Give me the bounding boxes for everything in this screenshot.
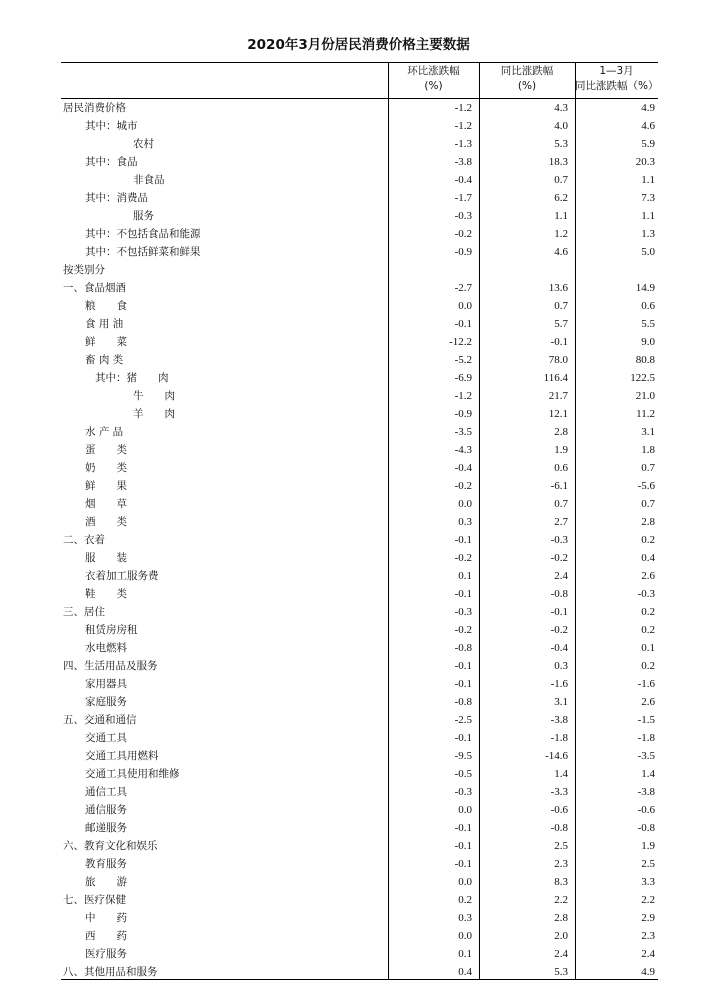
table-row xyxy=(61,783,658,801)
mom-value: -0.2 xyxy=(454,552,472,564)
ytd-value: 1.9 xyxy=(641,840,655,852)
ytd-value: 1.1 xyxy=(641,210,655,222)
row-label: 牛 肉 xyxy=(133,390,175,402)
ytd-value: 0.2 xyxy=(641,660,655,672)
row-label: 交通工具 xyxy=(85,732,127,744)
mom-value: -0.1 xyxy=(454,588,472,600)
table-row xyxy=(61,639,658,657)
table-row xyxy=(61,243,658,261)
header-mom-line1: 环比涨跌幅 xyxy=(407,65,460,77)
yoy-value: -3.3 xyxy=(550,786,568,798)
yoy-value: 116.4 xyxy=(543,372,568,384)
row-label: 蛋 类 xyxy=(85,444,127,456)
row-label: 一、食品烟酒 xyxy=(63,282,126,294)
row-label: 非食品 xyxy=(133,174,165,186)
yoy-value: 4.0 xyxy=(554,120,568,132)
table-row xyxy=(61,657,658,675)
row-label: 租赁房房租 xyxy=(85,624,138,636)
header-yoy-line1: 同比涨跌幅 xyxy=(500,65,554,77)
mom-value: 0.0 xyxy=(458,498,472,510)
mom-value: 0.4 xyxy=(458,966,472,978)
mom-value: -1.2 xyxy=(454,390,472,402)
row-label: 交通工具用燃料 xyxy=(85,750,159,762)
row-label: 按类别分 xyxy=(63,264,105,276)
table-row xyxy=(61,765,658,783)
table-row xyxy=(61,585,658,603)
yoy-value: 1.1 xyxy=(554,210,568,222)
ytd-value: 2.6 xyxy=(641,696,655,708)
yoy-value: 2.4 xyxy=(554,948,568,960)
header-yoy-unit: (%) xyxy=(517,80,537,92)
row-label: 烟 草 xyxy=(85,498,127,510)
mom-value: -4.3 xyxy=(454,444,472,456)
row-label: 通信工具 xyxy=(85,786,127,798)
yoy-value: -3.8 xyxy=(550,714,568,726)
ytd-value: 21.0 xyxy=(635,390,655,402)
table-row xyxy=(61,837,658,855)
mom-value: -0.2 xyxy=(454,228,472,240)
row-label: 羊 肉 xyxy=(133,408,175,420)
table-row xyxy=(61,963,658,981)
ytd-value: 2.8 xyxy=(641,516,655,528)
table-row xyxy=(61,387,658,405)
mom-value: -0.1 xyxy=(454,732,472,744)
table-body xyxy=(61,99,658,981)
mom-value: -0.9 xyxy=(454,246,472,258)
row-label: 其中：城市 xyxy=(85,120,138,132)
yoy-value: 13.6 xyxy=(548,282,568,294)
ytd-value: 7.3 xyxy=(641,192,655,204)
yoy-value: 8.3 xyxy=(554,876,568,888)
table-row xyxy=(61,261,658,279)
yoy-value: 3.1 xyxy=(554,696,568,708)
row-label: 医疗服务 xyxy=(85,948,127,960)
row-label: 五、交通和通信 xyxy=(63,714,137,726)
table-row xyxy=(61,495,658,513)
yoy-value: 1.4 xyxy=(554,768,568,780)
mom-value: -0.9 xyxy=(454,408,472,420)
table-row xyxy=(61,99,658,117)
yoy-value: -0.4 xyxy=(550,642,568,654)
mom-value: 0.2 xyxy=(458,894,472,906)
yoy-value: -0.6 xyxy=(550,804,568,816)
ytd-value: 0.4 xyxy=(641,552,655,564)
ytd-value: 11.2 xyxy=(636,408,655,420)
yoy-value: 2.0 xyxy=(554,930,568,942)
table-row xyxy=(61,459,658,477)
table-row xyxy=(61,225,658,243)
mom-value: -5.2 xyxy=(454,354,472,366)
row-label: 旅 游 xyxy=(85,876,127,888)
ytd-value: 14.9 xyxy=(635,282,655,294)
table-row xyxy=(61,927,658,945)
yoy-value: 2.2 xyxy=(554,894,568,906)
table-row xyxy=(61,549,658,567)
table-row xyxy=(61,567,658,585)
table-row xyxy=(61,693,658,711)
yoy-value: -1.8 xyxy=(550,732,568,744)
table-row xyxy=(61,441,658,459)
ytd-value: -0.6 xyxy=(637,804,655,816)
table-row xyxy=(61,603,658,621)
table-row xyxy=(61,531,658,549)
row-label: 衣着加工服务费 xyxy=(85,570,159,582)
row-label: 交通工具使用和维修 xyxy=(85,768,180,780)
yoy-value: 0.7 xyxy=(554,498,568,510)
ytd-value: 2.5 xyxy=(641,858,655,870)
row-label: 四、生活用品及服务 xyxy=(63,660,158,672)
mom-value: 0.0 xyxy=(458,804,472,816)
mom-value: -0.1 xyxy=(454,534,472,546)
yoy-value: -0.3 xyxy=(550,534,568,546)
table-row xyxy=(61,297,658,315)
row-label: 家用器具 xyxy=(85,678,127,690)
ytd-value: 5.0 xyxy=(641,246,655,258)
ytd-value: 3.1 xyxy=(641,426,655,438)
ytd-value: 2.2 xyxy=(641,894,655,906)
ytd-value: 20.3 xyxy=(635,156,655,168)
yoy-value: 5.7 xyxy=(554,318,568,330)
header-ytd xyxy=(575,64,658,98)
table-row xyxy=(61,729,658,747)
table-top-rule xyxy=(61,62,658,63)
mom-value: -0.1 xyxy=(454,822,472,834)
mom-value: -0.1 xyxy=(454,858,472,870)
row-label: 西 药 xyxy=(85,930,127,942)
mom-value: -0.4 xyxy=(454,462,472,474)
ytd-value: 2.6 xyxy=(641,570,655,582)
yoy-value: 12.1 xyxy=(548,408,568,420)
yoy-value: 21.7 xyxy=(548,390,568,402)
ytd-value: 4.9 xyxy=(641,966,655,978)
mom-value: -0.5 xyxy=(454,768,472,780)
row-label: 服务 xyxy=(133,210,154,222)
ytd-value: 3.3 xyxy=(641,876,655,888)
yoy-value: 18.3 xyxy=(548,156,568,168)
mom-value: -0.3 xyxy=(454,786,472,798)
ytd-value: 4.9 xyxy=(641,102,655,114)
yoy-value: 78.0 xyxy=(548,354,568,366)
row-label: 粮 食 xyxy=(85,300,127,312)
row-label: 六、教育文化和娱乐 xyxy=(63,840,158,852)
table-row xyxy=(61,945,658,963)
row-label: 水电燃料 xyxy=(85,642,127,654)
mom-value: 0.0 xyxy=(458,930,472,942)
row-label: 其中：不包括食品和能源 xyxy=(85,228,201,240)
mom-value: -1.3 xyxy=(454,138,472,150)
mom-value: 0.3 xyxy=(458,516,472,528)
row-label: 三、居住 xyxy=(63,606,105,618)
ytd-value: 0.2 xyxy=(641,606,655,618)
yoy-value: 5.3 xyxy=(554,138,568,150)
mom-value: -0.4 xyxy=(454,174,472,186)
table-row xyxy=(61,909,658,927)
table-row xyxy=(61,117,658,135)
mom-value: -3.5 xyxy=(454,426,472,438)
mom-value: 0.1 xyxy=(458,570,472,582)
table-row xyxy=(61,513,658,531)
yoy-value: 5.3 xyxy=(554,966,568,978)
mom-value: -2.7 xyxy=(454,282,472,294)
header-mom xyxy=(388,64,479,98)
mom-value: -0.1 xyxy=(454,840,472,852)
ytd-value: -1.8 xyxy=(637,732,655,744)
ytd-value: -1.6 xyxy=(637,678,655,690)
table-row xyxy=(61,423,658,441)
table-row xyxy=(61,477,658,495)
row-label: 其中：不包括鲜菜和鲜果 xyxy=(85,246,201,258)
mom-value: -0.1 xyxy=(454,318,472,330)
mom-value: 0.0 xyxy=(458,876,472,888)
table-row xyxy=(61,675,658,693)
yoy-value: 0.3 xyxy=(554,660,568,672)
mom-value: -12.2 xyxy=(449,336,472,348)
row-label: 水 产 品 xyxy=(85,426,124,438)
mom-value: -0.3 xyxy=(454,210,472,222)
row-label: 酒 类 xyxy=(85,516,127,528)
yoy-value: -0.1 xyxy=(550,336,568,348)
table-row xyxy=(61,315,658,333)
ytd-value: 1.3 xyxy=(641,228,655,240)
header-ytd-line1: 1—3月 xyxy=(599,65,634,77)
yoy-value: 2.8 xyxy=(554,912,568,924)
yoy-value: 2.7 xyxy=(554,516,568,528)
header-mom-unit: (%) xyxy=(424,80,443,92)
mom-value: -1.7 xyxy=(454,192,472,204)
mom-value: -0.3 xyxy=(454,606,472,618)
table-row xyxy=(61,207,658,225)
row-label: 鞋 类 xyxy=(85,588,127,600)
table-row xyxy=(61,153,658,171)
ytd-value: 0.2 xyxy=(641,534,655,546)
mom-value: -2.5 xyxy=(454,714,472,726)
table-row xyxy=(61,711,658,729)
row-label: 食 用 油 xyxy=(85,318,124,330)
ytd-value: 1.1 xyxy=(641,174,655,186)
yoy-value: -0.8 xyxy=(550,822,568,834)
ytd-value: 0.7 xyxy=(641,462,655,474)
row-label: 农村 xyxy=(133,138,154,150)
yoy-value: 1.9 xyxy=(554,444,568,456)
header-ytd-line2: 同比涨跌幅（%） xyxy=(575,80,659,92)
ytd-value: 1.8 xyxy=(641,444,655,456)
ytd-value: 5.9 xyxy=(641,138,655,150)
ytd-value: 122.5 xyxy=(630,372,655,384)
mom-value: -0.1 xyxy=(454,678,472,690)
table-row xyxy=(61,333,658,351)
yoy-value: -0.8 xyxy=(550,588,568,600)
yoy-value: 2.8 xyxy=(554,426,568,438)
ytd-value: 0.2 xyxy=(641,624,655,636)
table-row xyxy=(61,279,658,297)
row-label: 鲜 菜 xyxy=(85,336,127,348)
row-label: 中 药 xyxy=(85,912,127,924)
table-row xyxy=(61,351,658,369)
mom-value: 0.1 xyxy=(458,948,472,960)
row-label: 畜 肉 类 xyxy=(85,354,124,366)
ytd-value: 80.8 xyxy=(635,354,655,366)
header-yoy xyxy=(479,64,575,98)
mom-value: -0.1 xyxy=(454,660,472,672)
row-label: 通信服务 xyxy=(85,804,127,816)
yoy-value: -1.6 xyxy=(550,678,568,690)
ytd-value: -1.5 xyxy=(637,714,655,726)
row-label: 七、医疗保健 xyxy=(63,894,126,906)
ytd-value: -3.8 xyxy=(637,786,655,798)
ytd-value: -3.5 xyxy=(637,750,655,762)
row-label: 其中：食品 xyxy=(85,156,138,168)
ytd-value: -0.8 xyxy=(637,822,655,834)
table-row xyxy=(61,891,658,909)
ytd-value: 0.6 xyxy=(641,300,655,312)
yoy-value: 4.3 xyxy=(554,102,568,114)
ytd-value: 5.5 xyxy=(641,318,655,330)
table-row xyxy=(61,801,658,819)
ytd-value: -0.3 xyxy=(637,588,655,600)
mom-value: -1.2 xyxy=(454,102,472,114)
ytd-value: -5.6 xyxy=(637,480,655,492)
row-label: 邮递服务 xyxy=(85,822,127,834)
mom-value: -0.8 xyxy=(454,696,472,708)
yoy-value: 1.2 xyxy=(554,228,568,240)
ytd-value: 9.0 xyxy=(641,336,655,348)
row-label: 八、其他用品和服务 xyxy=(63,966,158,978)
yoy-value: -0.1 xyxy=(550,606,568,618)
ytd-value: 0.1 xyxy=(641,642,655,654)
ytd-value: 1.4 xyxy=(641,768,655,780)
yoy-value: 6.2 xyxy=(554,192,568,204)
mom-value: -6.9 xyxy=(454,372,472,384)
page-title: 2020年3月份居民消费价格主要数据 xyxy=(247,37,470,53)
table-row xyxy=(61,819,658,837)
row-label: 鲜 果 xyxy=(85,480,127,492)
mom-value: -9.5 xyxy=(454,750,472,762)
cpi-table xyxy=(61,62,658,980)
ytd-value: 2.9 xyxy=(641,912,655,924)
row-label: 服 装 xyxy=(85,552,127,564)
row-label: 二、衣着 xyxy=(63,534,105,546)
yoy-value: 4.6 xyxy=(554,246,568,258)
table-row xyxy=(61,747,658,765)
yoy-value: 2.3 xyxy=(554,858,568,870)
row-label: 奶 类 xyxy=(85,462,127,474)
yoy-value: -0.2 xyxy=(550,552,568,564)
yoy-value: -0.2 xyxy=(550,624,568,636)
mom-value: 0.0 xyxy=(458,300,472,312)
row-label: 其中：消费品 xyxy=(85,192,148,204)
table-row xyxy=(61,171,658,189)
mom-value: -0.2 xyxy=(454,480,472,492)
ytd-value: 2.3 xyxy=(641,930,655,942)
mom-value: -0.2 xyxy=(454,624,472,636)
yoy-value: 0.6 xyxy=(554,462,568,474)
row-label: 教育服务 xyxy=(85,858,127,870)
row-label: 家庭服务 xyxy=(85,696,127,708)
table-row xyxy=(61,621,658,639)
table-row xyxy=(61,873,658,891)
table-row xyxy=(61,405,658,423)
mom-value: 0.3 xyxy=(458,912,472,924)
row-label: 其中：猪 肉 xyxy=(95,372,169,384)
table-row xyxy=(61,189,658,207)
yoy-value: 0.7 xyxy=(554,300,568,312)
ytd-value: 4.6 xyxy=(641,120,655,132)
row-label: 居民消费价格 xyxy=(63,102,126,114)
yoy-value: 2.5 xyxy=(554,840,568,852)
yoy-value: 0.7 xyxy=(554,174,568,186)
ytd-value: 0.7 xyxy=(641,498,655,510)
table-row xyxy=(61,369,658,387)
mom-value: -3.8 xyxy=(454,156,472,168)
ytd-value: 2.4 xyxy=(641,948,655,960)
table-row xyxy=(61,855,658,873)
mom-value: -0.8 xyxy=(454,642,472,654)
yoy-value: -14.6 xyxy=(545,750,568,762)
table-row xyxy=(61,135,658,153)
mom-value: -1.2 xyxy=(454,120,472,132)
yoy-value: -6.1 xyxy=(550,480,568,492)
yoy-value: 2.4 xyxy=(554,570,568,582)
